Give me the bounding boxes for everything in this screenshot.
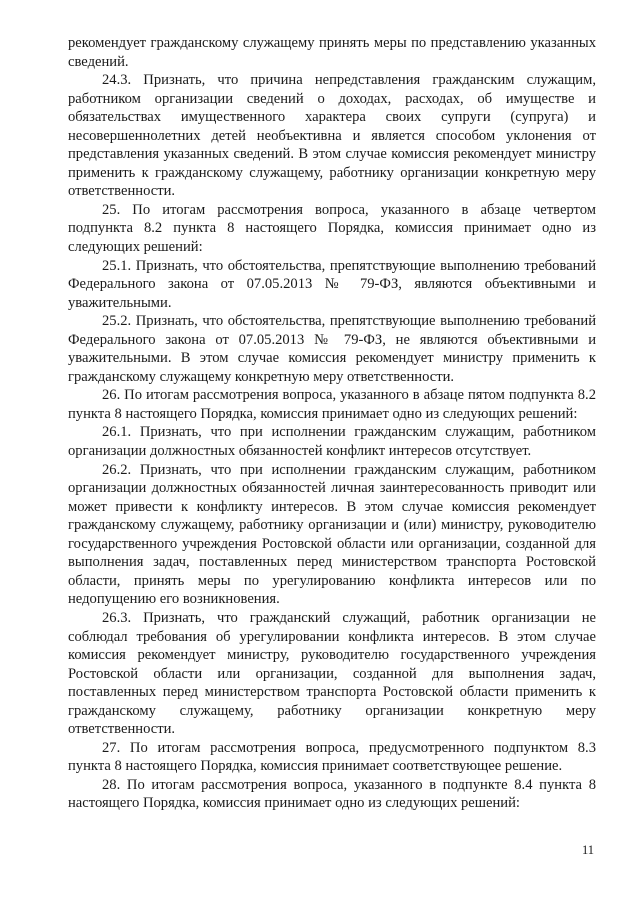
paragraph-continuation: рекомендует гражданскому служащему принять меры по представлению указанных сведений. — [68, 35, 596, 70]
paragraph-26-1: 26.1. Признать, что при исполнении гражданским служащим, работником организации должностных обязанностей конфликт интересов отсутствует. — [68, 424, 596, 460]
paragraph-26: 26. По итогам рассмотрения вопроса, указанного в абзаце пятом подпункта 8.2 пункта 8 настоящего Порядка, комиссия принимает одно из следующих решений: — [68, 387, 596, 422]
paragraph-25-2: 25.2. Признать, что обстоятельства, препятствующие выполнению требований Федерального закона от 07.05.2013 № 79-ФЗ, не являются объективными и уважительными. В этом случае комиссия рекомендует министру применить к гражданскому служащему конкретную меру ответственности. — [68, 313, 596, 385]
page-number: 11 — [581, 843, 594, 857]
paragraph-25: 25. По итогам рассмотрения вопроса, указанного в абзаце четвертом подпункта 8.2 пункта 8 настоящего Порядка, комиссия принимает одно из следующих решений: — [68, 201, 596, 256]
paragraph-26-2: 26.2. Признать, что при исполнении гражданским служащим, работником организации должностных обязанностей личная заинтересованность приводит или может привести к конфликту интересов. В этом случае комиссия рекомендует гражданскому служащему, работнику организации и (или) министру, руководителю государственного учреждения Ростовской области или организации, созданной для выполнения задач, поставленных перед министерством транспорта Ростовской области, принять меры по урегулированию конфликта интересов или по недопущению его возникновения. — [68, 461, 596, 608]
paragraph-26-3: 26.3. Признать, что гражданский служащий, работник организации не соблюдал требования об урегулировании конфликта интересов. В этом случае комиссия рекомендует министру, руководителю государственного учреждения Ростовской области или организации, созданной для выполнения задач, поставленных перед министерством транспорта Ростовской области применить к гражданскому служащему, работнику организации конкретную меру ответственности. — [68, 609, 596, 738]
paragraph-24-3: 24.3. Признать, что причина непредставления гражданским служащим, работником организации сведений о доходах, расходах, об имуществе и обязательствах имущественного характера своих супруги (супруга) и несовершеннолетних детей необъективна и является способом уклонения от представления указанных сведений. В этом случае комиссия рекомендует министру применить к гражданскому служащему, работнику организации конкретную меру ответственности. — [68, 72, 596, 200]
document-body — [68, 34, 596, 813]
paragraph-28: 28. По итогам рассмотрения вопроса, указанного в подпункте 8.4 пункта 8 настоящего Порядка, комиссия принимает одно из следующих решений: — [68, 776, 596, 812]
paragraph-27: 27. По итогам рассмотрения вопроса, предусмотренного подпунктом 8.3 пункта 8 настоящего Порядка, комиссия принимает соответствующее решение. — [68, 739, 596, 775]
paragraph-25-1: 25.1. Признать, что обстоятельства, препятствующие выполнению требований Федерального закона от 07.05.2013 № 79-ФЗ, являются объективными и уважительными. — [68, 257, 596, 311]
